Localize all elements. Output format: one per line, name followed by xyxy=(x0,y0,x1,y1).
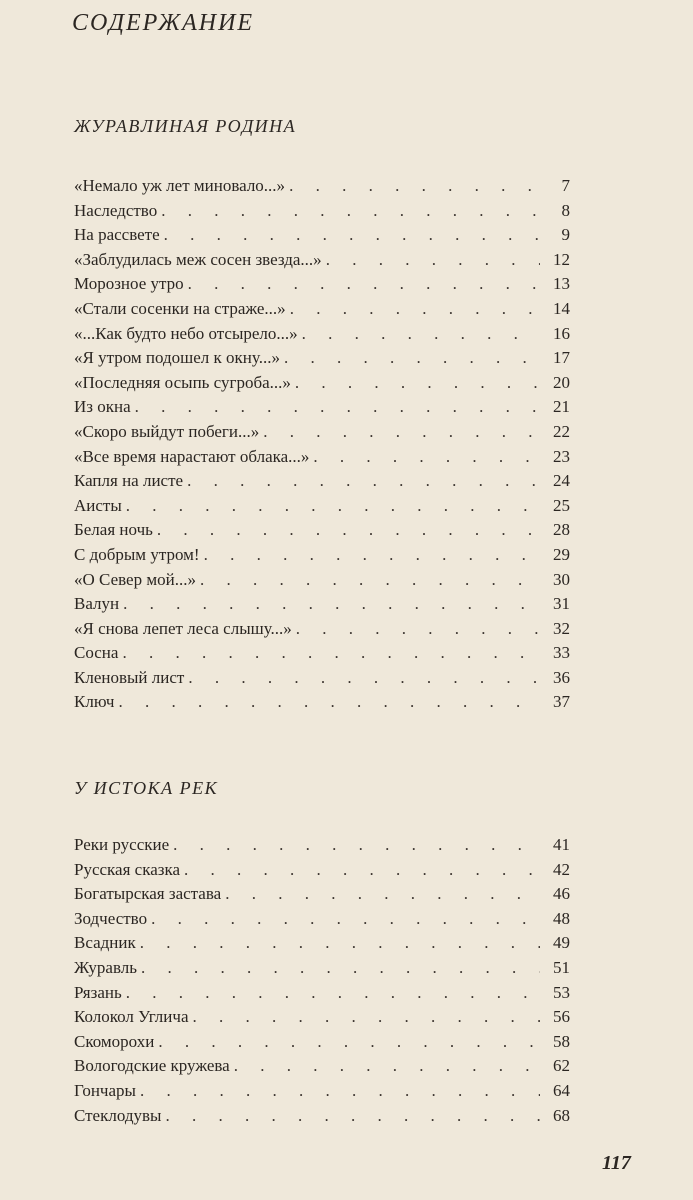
toc-entry xyxy=(74,568,570,593)
toc-entry-title: Русская сказка xyxy=(74,859,181,879)
toc-entry xyxy=(74,248,570,273)
toc-entry-title: «Немало уж лет миновало...» xyxy=(74,176,286,195)
toc-entry xyxy=(74,931,570,956)
toc-entry-page: 51 xyxy=(553,957,570,977)
toc-entry-page: 36 xyxy=(553,667,570,687)
toc-entry xyxy=(74,199,570,224)
page-number: 117 xyxy=(602,1152,631,1174)
toc-entry-page: 46 xyxy=(553,884,570,904)
toc-entry-title: «Последняя осыпь сугроба...» xyxy=(74,372,291,392)
toc-entry xyxy=(74,346,570,371)
toc-entry-page: 16 xyxy=(553,323,570,343)
dot-leader xyxy=(122,641,540,666)
toc-entry-page: 29 xyxy=(553,544,570,564)
dot-leader xyxy=(295,371,540,396)
toc-entry-title: Ключ xyxy=(74,692,115,712)
toc-entry-title: Зодчество xyxy=(74,908,148,928)
toc-entry-title: «Я снова лепет леса слышу...» xyxy=(74,618,292,638)
toc-entry-page: 32 xyxy=(553,618,570,638)
toc-entry xyxy=(74,617,570,642)
toc-entry-page: 33 xyxy=(553,643,570,663)
dot-leader xyxy=(126,494,540,519)
dot-leader xyxy=(263,420,540,445)
toc-entry xyxy=(74,297,570,322)
toc-entry-page: 53 xyxy=(553,982,570,1002)
toc-entry xyxy=(74,882,570,907)
toc-list-section-1 xyxy=(74,174,570,715)
toc-entry xyxy=(74,833,570,858)
toc-entry-title: Скоморохи xyxy=(74,1031,155,1051)
toc-entry-page: 17 xyxy=(553,348,570,368)
dot-leader xyxy=(188,666,540,691)
toc-entry-title: Стеклодувы xyxy=(74,1105,162,1125)
toc-entry-title: Богатырская застава xyxy=(74,884,222,904)
toc-entry-title: Рязань xyxy=(74,982,122,1002)
dot-leader xyxy=(302,322,540,347)
toc-entry xyxy=(74,907,570,932)
dot-leader xyxy=(164,223,540,248)
dot-leader xyxy=(289,174,540,199)
toc-entry xyxy=(74,592,570,617)
toc-entry-page: 64 xyxy=(553,1080,570,1100)
toc-entry-title: Из окна xyxy=(74,397,131,417)
toc-entry-page: 21 xyxy=(553,397,570,417)
dot-leader xyxy=(173,833,540,858)
dot-leader xyxy=(326,248,540,273)
toc-entry-title: «Скоро выйдут побеги...» xyxy=(74,421,260,441)
toc-entry xyxy=(74,858,570,883)
toc-entry xyxy=(74,666,570,691)
toc-entry-page: 7 xyxy=(561,176,570,195)
dot-leader xyxy=(140,931,540,956)
toc-entry-title: С добрым утром! xyxy=(74,544,200,564)
toc-entry xyxy=(74,1005,570,1030)
dot-leader xyxy=(192,1005,540,1030)
toc-list-section-2 xyxy=(74,833,570,1128)
toc-entry-page: 12 xyxy=(553,249,570,269)
toc-entry xyxy=(74,1054,570,1079)
toc-entry xyxy=(74,445,570,470)
toc-entry-page: 28 xyxy=(553,520,570,540)
dot-leader xyxy=(140,1079,540,1104)
dot-leader xyxy=(118,690,540,715)
dot-leader xyxy=(165,1104,540,1129)
toc-entry xyxy=(74,956,570,981)
toc-entry-page: 30 xyxy=(553,569,570,589)
dot-leader xyxy=(284,346,540,371)
toc-entry-title: Капля на листе xyxy=(74,471,184,491)
dot-leader xyxy=(225,882,540,907)
toc-entry-title: «Стали сосенки на страже...» xyxy=(74,298,286,318)
toc-entry-title: Реки русские xyxy=(74,835,170,854)
toc-entry xyxy=(74,174,570,199)
toc-entry xyxy=(74,1079,570,1104)
section-title-u-istoka-rek: У ИСТОКА РЕК xyxy=(74,778,219,798)
toc-entry xyxy=(74,494,570,519)
toc-entry xyxy=(74,371,570,396)
toc-entry-page: 22 xyxy=(553,421,570,441)
toc-entry-title: Колокол Углича xyxy=(74,1007,189,1027)
toc-entry-page: 20 xyxy=(553,372,570,392)
toc-entry xyxy=(74,223,570,248)
toc-entry-title: «Заблудилась меж сосен звезда...» xyxy=(74,249,322,269)
toc-entry xyxy=(74,272,570,297)
toc-entry-page: 13 xyxy=(553,274,570,294)
dot-leader xyxy=(151,907,540,932)
dot-leader xyxy=(157,518,540,543)
toc-entry xyxy=(74,1104,570,1129)
toc-entry-page: 68 xyxy=(553,1105,570,1125)
dot-leader xyxy=(290,297,540,322)
toc-entry xyxy=(74,641,570,666)
toc-entry-title: Всадник xyxy=(74,933,136,953)
dot-leader xyxy=(296,617,540,642)
toc-entry xyxy=(74,981,570,1006)
toc-entry-page: 23 xyxy=(553,446,570,466)
dot-leader xyxy=(188,272,540,297)
toc-entry-page: 37 xyxy=(553,692,570,712)
toc-entry-title: Гончары xyxy=(74,1080,136,1100)
dot-leader xyxy=(135,395,540,420)
toc-entry-page: 31 xyxy=(553,594,570,614)
toc-entry-title: Сосна xyxy=(74,643,119,663)
toc-entry xyxy=(74,543,570,568)
toc-entry xyxy=(74,420,570,445)
toc-entry-title: «Все время нарастают облака...» xyxy=(74,446,310,466)
dot-leader xyxy=(204,543,540,568)
toc-entry-page: 48 xyxy=(553,908,570,928)
toc-entry-page: 25 xyxy=(553,495,570,515)
toc-entry-page: 49 xyxy=(553,933,570,953)
dot-leader xyxy=(184,858,540,883)
toc-entry-page: 8 xyxy=(561,200,570,220)
toc-entry xyxy=(74,690,570,715)
toc-entry-title: Валун xyxy=(74,594,120,614)
toc-entry-title: Кленовый лист xyxy=(74,667,185,687)
toc-entry-title: Аисты xyxy=(74,495,122,515)
toc-entry-page: 41 xyxy=(553,835,570,854)
toc-entry-title: На рассвете xyxy=(74,225,160,245)
toc-entry-page: 14 xyxy=(553,298,570,318)
toc-entry-page: 24 xyxy=(553,471,570,491)
dot-leader xyxy=(200,568,540,593)
dot-leader xyxy=(158,1030,540,1055)
toc-entry-page: 56 xyxy=(553,1007,570,1027)
toc-entry-title: Наследство xyxy=(74,200,158,220)
section-title-zhuravlinaya-rodina: ЖУРАВЛИНАЯ РОДИНА xyxy=(74,116,297,136)
toc-entry-title: Белая ночь xyxy=(74,520,153,540)
dot-leader xyxy=(313,445,540,470)
dot-leader xyxy=(126,981,540,1006)
toc-entry-page: 58 xyxy=(553,1031,570,1051)
toc-entry-page: 9 xyxy=(561,225,570,245)
toc-entry xyxy=(74,395,570,420)
toc-entry-page: 42 xyxy=(553,859,570,879)
dot-leader xyxy=(123,592,540,617)
toc-entry-title: Морозное утро xyxy=(74,274,184,294)
dot-leader xyxy=(141,956,540,981)
toc-entry xyxy=(74,469,570,494)
toc-entry-title: Вологодские кружева xyxy=(74,1056,230,1076)
page-title: СОДЕРЖАНИЕ xyxy=(72,10,255,36)
toc-entry-title: «Я утром подошел к окну...» xyxy=(74,348,280,368)
toc-entry-title: «...Как будто небо отсырело...» xyxy=(74,323,298,343)
dot-leader xyxy=(187,469,540,494)
toc-entry xyxy=(74,518,570,543)
toc-entry-title: «О Север мой...» xyxy=(74,569,196,589)
toc-entry-title: Журавль xyxy=(74,957,137,977)
toc-entry xyxy=(74,1030,570,1055)
dot-leader xyxy=(234,1054,540,1079)
toc-entry-page: 62 xyxy=(553,1056,570,1076)
dot-leader xyxy=(161,199,540,224)
toc-entry xyxy=(74,322,570,347)
